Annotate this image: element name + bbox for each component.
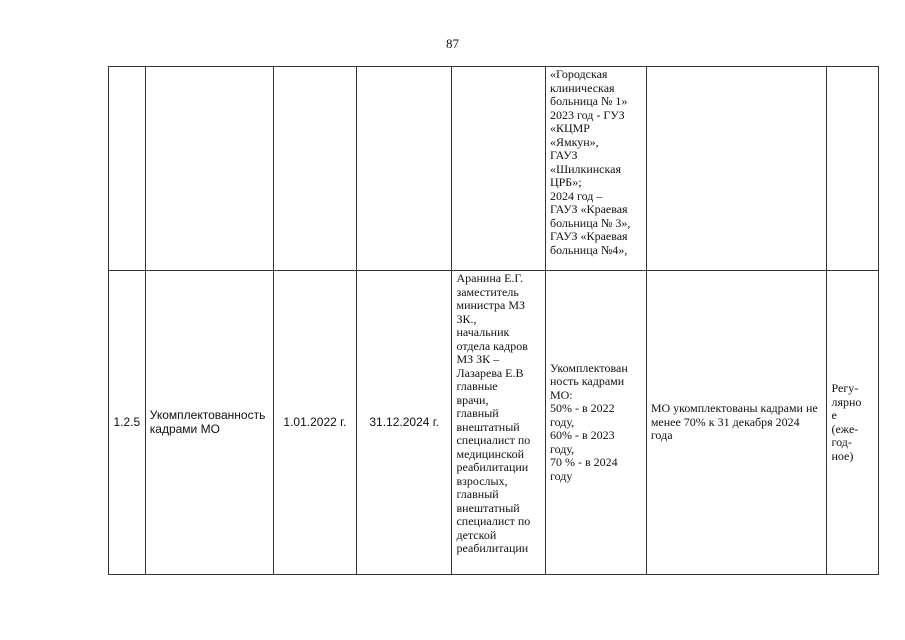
- end-date-cell: [356, 67, 452, 271]
- row-number-cell: 1.2.5: [109, 271, 146, 575]
- frequency-cell: Регу- лярно е (еже- год- ное): [827, 271, 879, 575]
- responsible-cell: [452, 67, 545, 271]
- row-number-cell: [109, 67, 146, 271]
- page-number: 87: [446, 36, 459, 51]
- indicator-cell: «Городская клиническая больница № 1» 2023 год - ГУЗ «КЦМР «Ямкун», ГАУЗ «Шилкинская ЦРБ»; 2024 год – ГАУЗ «Краевая больница № 3», ГАУЗ «Краевая больница №4»,: [545, 67, 646, 271]
- activity-name-cell: Укомплектованность кадрами МО: [145, 271, 273, 575]
- plan-table: [108, 66, 879, 575]
- indicator-cell: Укомплектован ность кадрами МО: 50% - в 2022 году, 60% - в 2023 году, 70 % - в 2024 году: [545, 271, 646, 575]
- responsible-cell: Аранина Е.Г. заместитель министра МЗ ЗК., начальник отдела кадров МЗ ЗК – Лазарева Е.В главные врачи, главный внештатный специалист по медицинской реабилитации взрослых, главный внештатный специалист по детской реабилитации: [452, 271, 545, 575]
- table-row: [109, 67, 879, 271]
- activity-name-cell: [145, 67, 273, 271]
- result-cell: МО укомплектованы кадрами не менее 70% к 31 декабря 2024 года: [646, 271, 827, 575]
- frequency-cell: [827, 67, 879, 271]
- result-cell: [646, 67, 827, 271]
- end-date-cell: 31.12.2024 г.: [356, 271, 452, 575]
- start-date-cell: [273, 67, 356, 271]
- table-row: [109, 271, 879, 575]
- start-date-cell: 1.01.2022 г.: [273, 271, 356, 575]
